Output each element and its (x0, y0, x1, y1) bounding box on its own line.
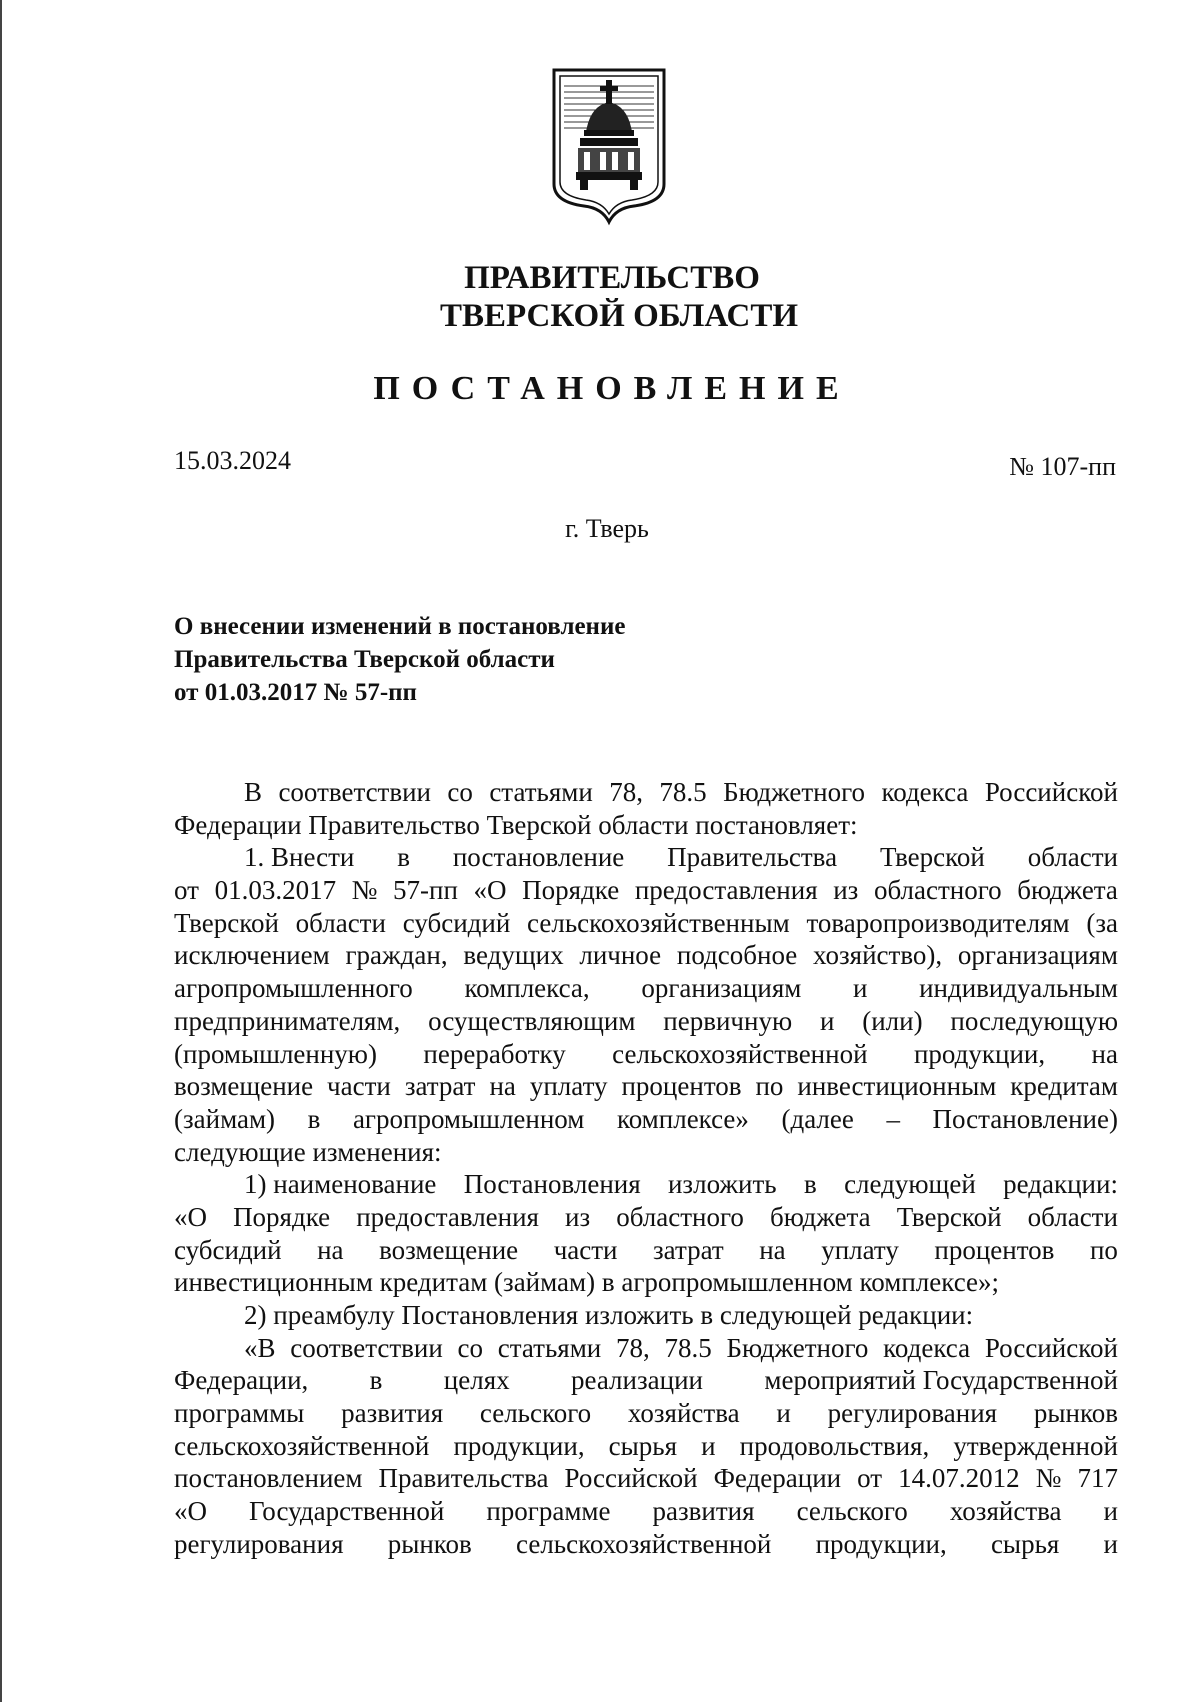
body-word: и (776, 1398, 791, 1429)
document-number: № 107-пп (1009, 452, 1116, 481)
body-word: (далее (781, 1103, 854, 1134)
body-word: на (317, 1234, 344, 1265)
body-word: кодекса (881, 777, 969, 807)
body-word: областного (616, 1201, 744, 1232)
body-line (174, 776, 1118, 809)
body-word: «О (473, 875, 507, 906)
document-city: г. Тверь (565, 514, 649, 543)
body-word: регулирования (827, 1398, 998, 1429)
body-word: бюджета (1017, 875, 1118, 906)
body-word: сельскохозяйственной (174, 1430, 430, 1461)
body-word: возмещение (379, 1234, 519, 1265)
body-word: продовольствия, (739, 1430, 930, 1461)
body-word: последующую (950, 1005, 1118, 1036)
body-word: комплекса, (464, 973, 590, 1004)
body-word: продукции, (453, 1430, 585, 1461)
body-word: Правительства (378, 1463, 549, 1494)
body-word: утвержденной (953, 1430, 1118, 1461)
body-word: подсобное (676, 940, 798, 971)
body-word: «О (174, 1201, 207, 1232)
body-word: личное (579, 940, 662, 971)
body-word: рынков (1033, 1398, 1118, 1429)
body-word: осуществляющим (428, 1005, 636, 1036)
body-word: развития (341, 1398, 444, 1429)
body-word: Российской (984, 777, 1118, 807)
body-word: в (397, 842, 410, 873)
body-word: редакции: (1003, 1169, 1118, 1200)
document-date: 15.03.2024 (174, 446, 291, 475)
body-word: бюджета (769, 1201, 871, 1232)
body-word: продукции, (815, 1528, 947, 1559)
body-word: на (759, 1234, 786, 1265)
body-word: субсидий (174, 1234, 282, 1265)
body-word: области (295, 907, 386, 938)
body-word: Бюджетного (726, 1332, 869, 1363)
body-line (174, 907, 1118, 940)
body-word: из (565, 1201, 591, 1232)
body-word: соответствии (290, 1332, 443, 1363)
body-word: и (1103, 1528, 1118, 1559)
body-word: и (819, 1005, 835, 1036)
body-word: Тверской (174, 907, 279, 938)
body-word: программе (486, 1496, 611, 1527)
body-word: постановлением (174, 1463, 363, 1494)
body-word: (за (1086, 907, 1118, 938)
body-word: субсидий (402, 907, 511, 938)
body-word: 78, (609, 777, 643, 807)
body-line (174, 1005, 1118, 1038)
body-word: инвестиционным кредитам (займам) в агропромышленном комплексе»; (174, 1267, 999, 1298)
body-word: Порядке (522, 875, 620, 906)
body-word: агропромышленном (352, 1103, 585, 1134)
body-word: Федерации, (174, 1365, 309, 1396)
body-word: № (351, 875, 378, 906)
body-word: статьями (497, 1332, 602, 1363)
body-word: от (174, 875, 199, 906)
body-word: сельского (479, 1398, 592, 1429)
subject-line: от 01.03.2017 № 57-пп (174, 679, 417, 706)
body-word: (займам) (174, 1103, 276, 1134)
body-word: Правительства (667, 842, 838, 873)
body-word: на (489, 1071, 516, 1102)
body-word: развития (652, 1496, 755, 1527)
body-word: ведущих (463, 940, 564, 971)
body-word: № (1035, 1463, 1062, 1494)
body-word: сельскохозяйственной (516, 1528, 772, 1559)
body-line (174, 1168, 1118, 1201)
body-line (174, 1234, 1118, 1267)
body-line (174, 1495, 1118, 1528)
body-line (174, 1397, 1118, 1430)
body-word: и (1103, 1496, 1118, 1527)
body-word: хозяйства (627, 1398, 740, 1429)
body-word: программы (174, 1398, 305, 1429)
body-word: части (327, 1071, 391, 1102)
body-word: «В (244, 1332, 276, 1363)
body-word: затрат (404, 1071, 476, 1102)
body-word: кодекса (883, 1332, 971, 1363)
body-word: соответствии (278, 777, 431, 807)
body-word: Федерации (713, 1463, 842, 1494)
body-word: исключением (174, 940, 330, 971)
body-line (174, 939, 1118, 972)
body-word: Государственной (249, 1496, 445, 1527)
body-line (174, 1299, 1118, 1332)
body-line (174, 1070, 1118, 1103)
government-title-line2: ТВЕРСКОЙ ОБЛАСТИ (439, 298, 799, 334)
body-word: хозяйства (949, 1496, 1062, 1527)
body-word: 1) наименование (244, 1169, 437, 1200)
body-word: Российской (564, 1463, 698, 1494)
body-word: хозяйство), (813, 940, 943, 971)
body-line (174, 972, 1118, 1005)
body-word: В (244, 777, 263, 807)
body-word: товаропроизводителям (806, 907, 1070, 938)
subject-line: О внесении изменений в постановление (174, 613, 626, 640)
body-word: следующие изменения: (174, 1136, 442, 1167)
body-line (174, 1462, 1118, 1495)
body-word: затрат (653, 1234, 724, 1265)
body-line (174, 1430, 1118, 1463)
body-word: по (755, 1071, 784, 1102)
body-line (174, 1038, 1118, 1071)
body-word: регулирования (174, 1528, 344, 1559)
body-word: 78.5 (664, 1332, 712, 1363)
body-word: агропромышленного (174, 973, 413, 1004)
tver-coat-of-arms-icon (550, 66, 668, 226)
body-word: сельскохозяйственной (612, 1038, 868, 1069)
body-word: области (1027, 1201, 1118, 1232)
body-word: кредитам (1010, 1071, 1118, 1102)
body-line (174, 841, 1118, 874)
body-word: и (852, 973, 868, 1004)
body-word: переработку (423, 1038, 566, 1069)
body-word: области (1027, 842, 1118, 873)
body-word: 78.5 (659, 777, 707, 807)
body-word: Постановление) (932, 1103, 1118, 1134)
body-word: (промышленную) (174, 1038, 377, 1069)
body-word: – (886, 1103, 900, 1134)
body-word: 2) преамбулу Постановления изложить в следующей редакции: (244, 1300, 974, 1330)
body-word: 01.03.2017 (214, 875, 337, 906)
body-word: предпринимателям, (174, 1005, 401, 1036)
subject-line: Правительства Тверской области (174, 646, 555, 673)
body-word: со (457, 1332, 484, 1363)
document-type-title: ПОСТАНОВЛЕНИЕ (373, 370, 851, 407)
body-word: инвестиционным (797, 1071, 997, 1102)
body-word: организациям (957, 940, 1118, 971)
body-word: Тверской (879, 842, 985, 873)
body-word: Бюджетного (723, 777, 866, 807)
body-word: Порядке (233, 1201, 331, 1232)
body-word: со (447, 777, 473, 807)
body-word: комплексе» (616, 1103, 749, 1134)
body-line (174, 874, 1118, 907)
body-line (174, 1364, 1118, 1397)
government-title-line1: ПРАВИТЕЛЬСТВО (464, 260, 760, 296)
body-word: продукции, (913, 1038, 1046, 1069)
body-word: статьями (489, 777, 593, 807)
body-word: целях (443, 1365, 510, 1396)
body-word: (или) (862, 1005, 923, 1036)
body-word: 14.07.2012 (898, 1463, 1020, 1494)
body-word: процентов (934, 1234, 1055, 1265)
body-word: уплату (529, 1071, 608, 1102)
body-line (174, 1266, 1118, 1299)
body-line (174, 1201, 1118, 1234)
body-word: уплату (821, 1234, 899, 1265)
body-word: Российской (984, 1332, 1118, 1363)
body-word: изложить (667, 1169, 777, 1200)
body-word: на (1091, 1038, 1118, 1069)
body-word: областного (873, 875, 1002, 906)
body-word: организациям (641, 973, 802, 1004)
body-word: 78, (615, 1332, 650, 1363)
body-word: и (701, 1430, 716, 1461)
body-line (174, 809, 1118, 842)
body-word: в (369, 1365, 383, 1396)
body-word: рынков (387, 1528, 472, 1559)
body-word: «О (174, 1496, 207, 1527)
body-word: Федерации Правительство Тверской области постановляет: (174, 809, 858, 840)
body-word: следующей (844, 1169, 976, 1200)
body-line (174, 1103, 1118, 1136)
body-word: Постановления (463, 1169, 641, 1200)
body-word: возмещение (174, 1071, 314, 1102)
body-line (174, 1332, 1118, 1365)
body-word: сырья (608, 1430, 678, 1461)
body-word: предоставления (356, 1201, 539, 1232)
body-word: в (803, 1169, 817, 1200)
body-word: от (857, 1463, 883, 1494)
body-word: в (307, 1103, 321, 1134)
document-body (174, 776, 1118, 1561)
body-word: части (553, 1234, 618, 1265)
body-word: мероприятий Государственной (764, 1365, 1118, 1396)
body-word: постановление (452, 842, 625, 873)
body-word: 1. Внести (244, 842, 355, 873)
body-word: сельского (796, 1496, 908, 1527)
body-word: первичную (663, 1005, 793, 1036)
body-line (174, 1528, 1118, 1561)
body-word: 717 (1077, 1463, 1118, 1494)
body-word: предоставления (634, 875, 818, 906)
document-subject (174, 610, 625, 709)
body-word: по (1089, 1234, 1118, 1265)
body-word: процентов (621, 1071, 742, 1102)
body-word: 57-пп (393, 875, 458, 906)
body-word: Тверской (896, 1201, 1002, 1232)
body-word: индивидуальным (919, 973, 1118, 1004)
body-line (174, 1136, 1118, 1169)
body-word: сырья (990, 1528, 1060, 1559)
body-word: граждан, (345, 940, 448, 971)
body-word: реализации (571, 1365, 703, 1396)
body-word: из (833, 875, 859, 906)
body-word: сельскохозяйственным (527, 907, 790, 938)
